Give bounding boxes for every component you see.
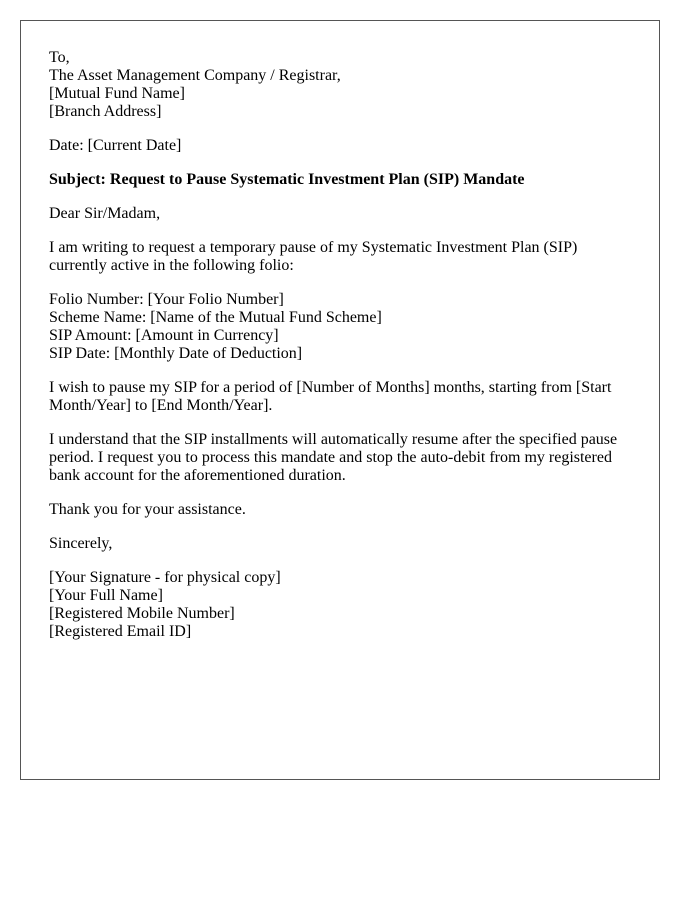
recipient-line: [Mutual Fund Name]: [49, 85, 185, 102]
signature-line: [Registered Email ID]: [49, 623, 192, 640]
signature-block: [49, 569, 621, 641]
letter-body: [49, 49, 621, 641]
detail-line: SIP Amount: [Amount in Currency]: [49, 327, 279, 344]
signature-line: [Your Full Name]: [49, 587, 163, 604]
letter-page: [20, 20, 660, 780]
signature-line: [Registered Mobile Number]: [49, 605, 235, 622]
subject-line: Subject: Request to Pause Systematic Investment Plan (SIP) Mandate: [49, 171, 525, 188]
detail-line: Folio Number: [Your Folio Number]: [49, 291, 284, 308]
recipient-block: [49, 49, 621, 121]
closing-line: Sincerely,: [49, 535, 113, 552]
understanding-paragraph: I understand that the SIP installments will automatically resume after the specified pause period. I request you to process this mandate and stop the auto-debit from my registered bank account for the aforementioned duration.: [49, 431, 618, 484]
pause-request-paragraph: I wish to pause my SIP for a period of [Number of Months] months, starting from [Start Month/Year] to [End Month/Year].: [49, 379, 612, 414]
recipient-line: [Branch Address]: [49, 103, 162, 120]
detail-line: SIP Date: [Monthly Date of Deduction]: [49, 345, 303, 362]
folio-details: [49, 291, 621, 363]
date-line: Date: [Current Date]: [49, 137, 182, 154]
recipient-line: The Asset Management Company / Registrar,: [49, 67, 341, 84]
intro-paragraph: I am writing to request a temporary pause of my Systematic Investment Plan (SIP) currently active in the following folio:: [49, 239, 578, 274]
recipient-line: To,: [49, 49, 70, 66]
thanks-line: Thank you for your assistance.: [49, 501, 246, 518]
detail-line: Scheme Name: [Name of the Mutual Fund Scheme]: [49, 309, 382, 326]
signature-line: [Your Signature - for physical copy]: [49, 569, 281, 586]
salutation: Dear Sir/Madam,: [49, 205, 161, 222]
